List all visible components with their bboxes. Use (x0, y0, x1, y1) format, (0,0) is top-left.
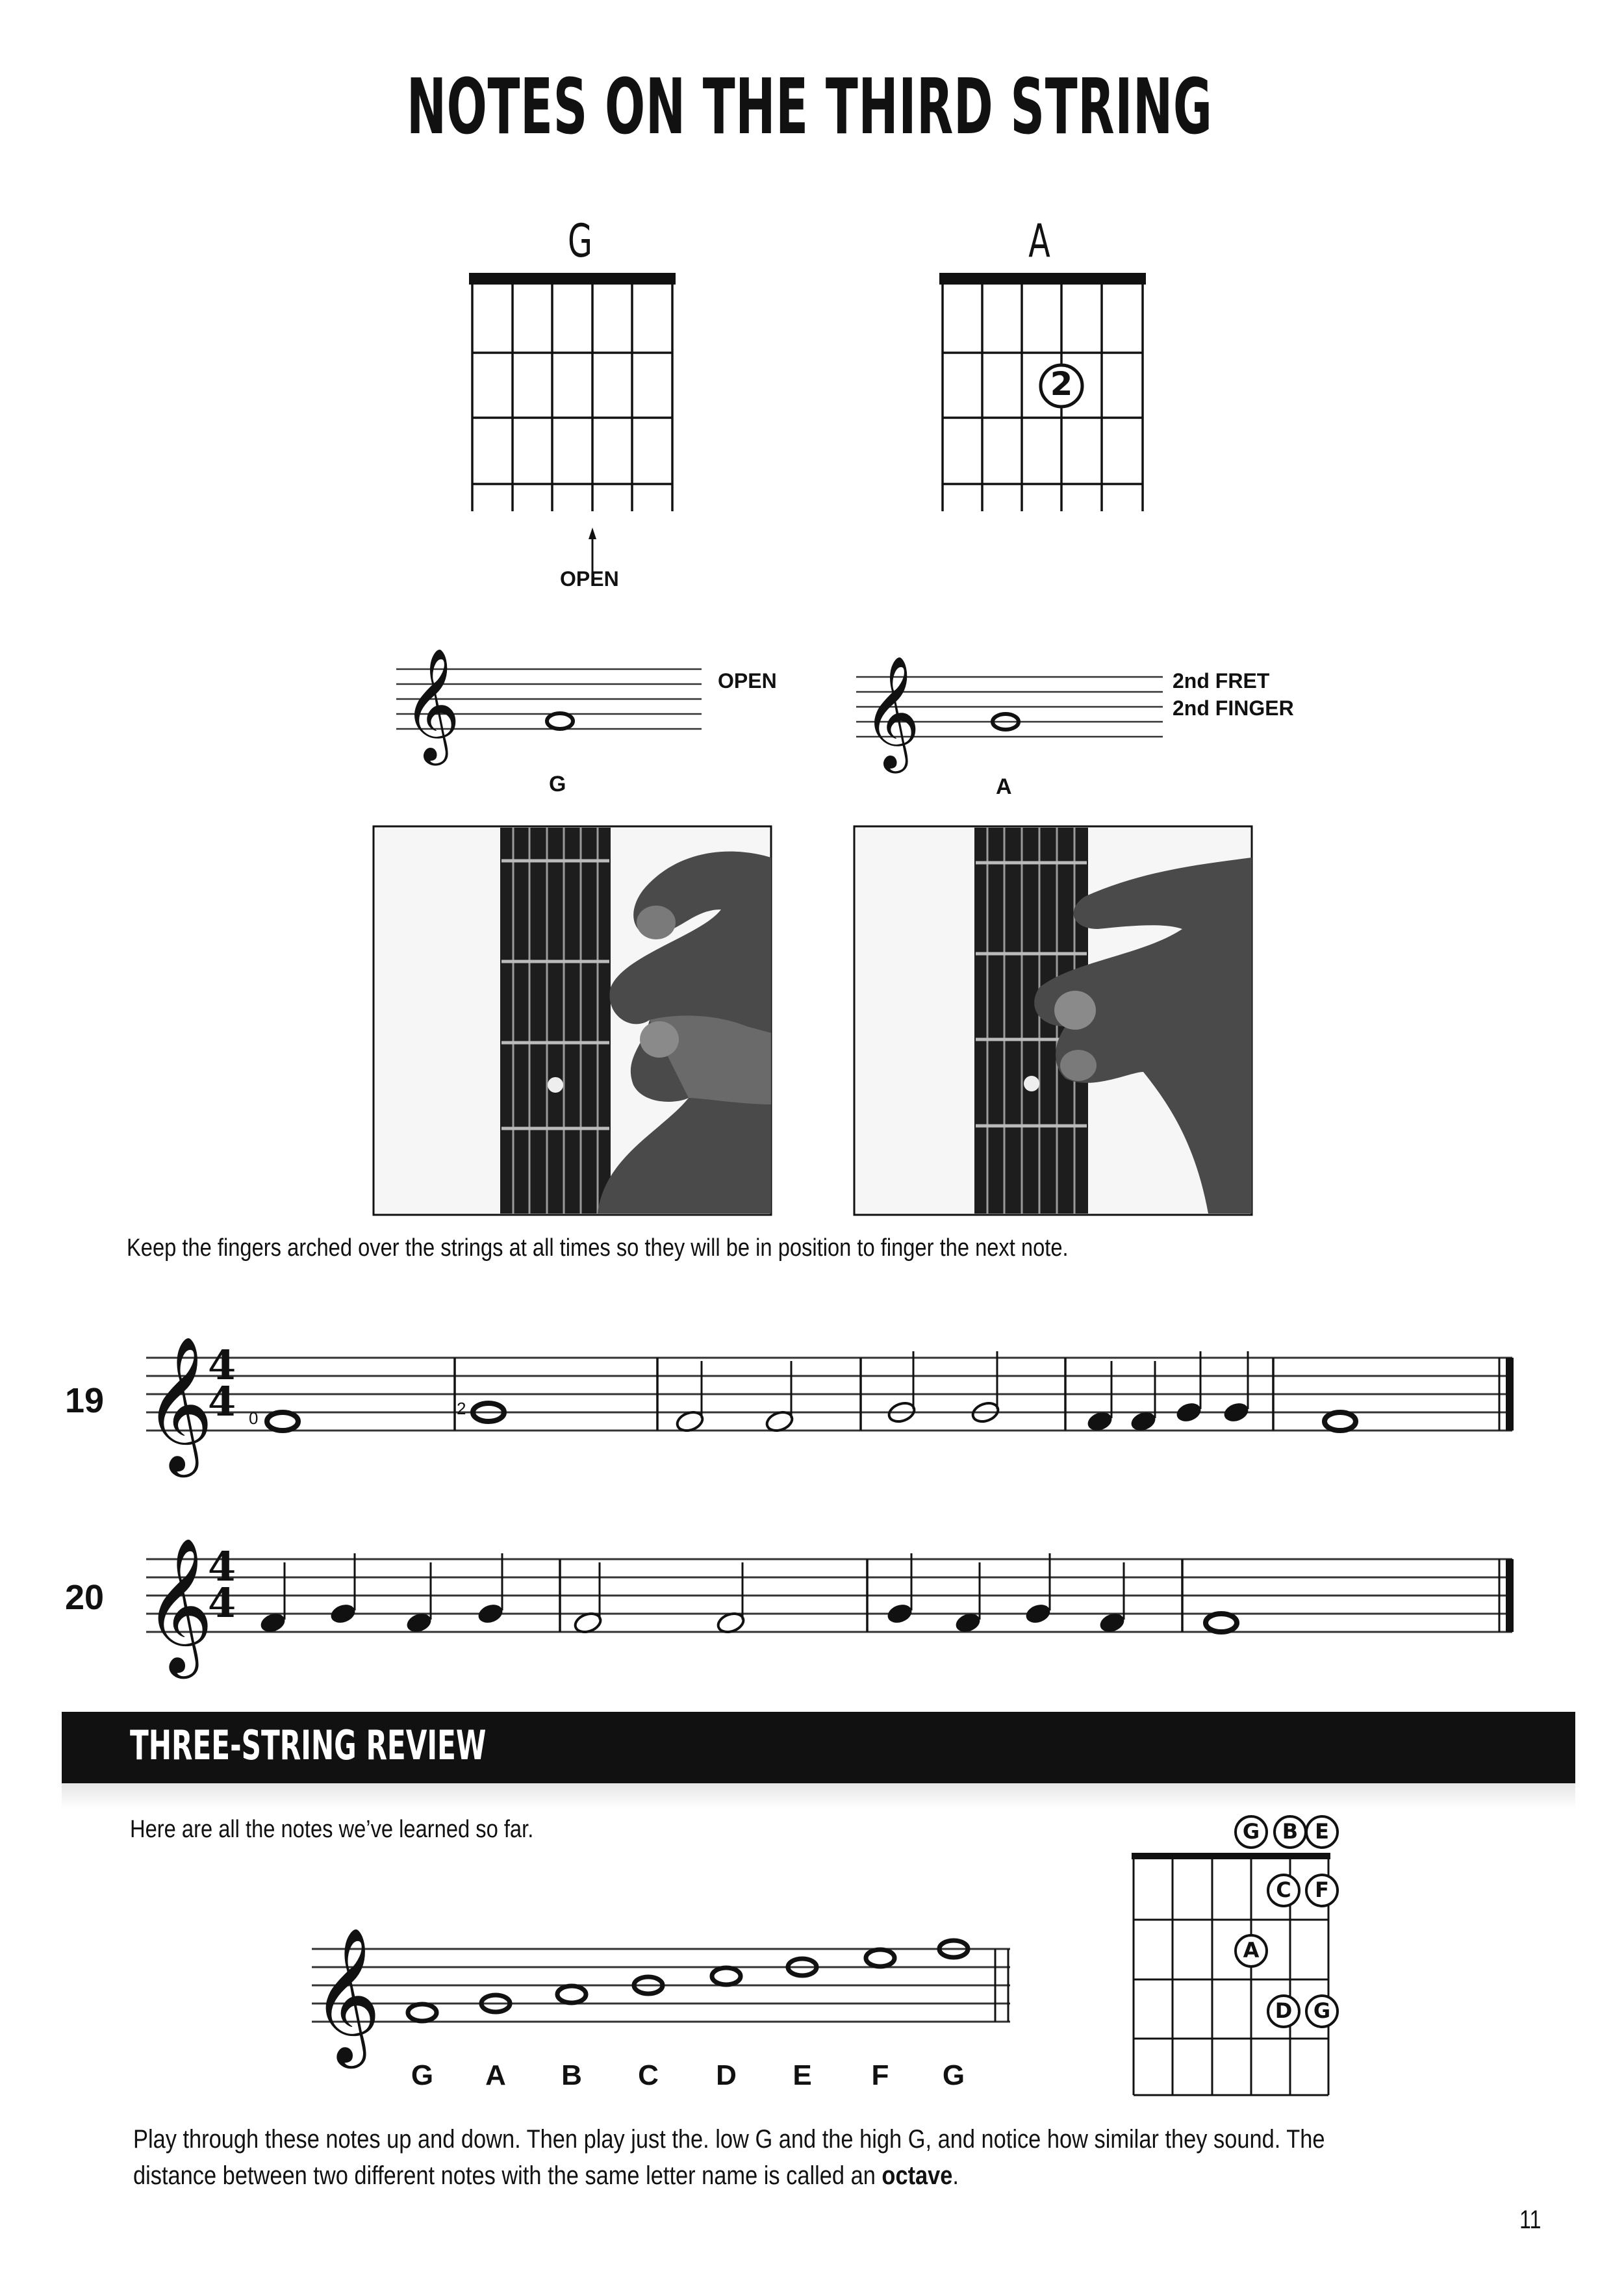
page-title: NOTES ON THE THIRD STRING (406, 62, 1213, 151)
fret-note-circle: B (1282, 1819, 1299, 1844)
svg-text:𝄞: 𝄞 (403, 648, 461, 761)
fret-note-circle: D (1275, 1998, 1293, 2023)
review-note-label: G (942, 2059, 965, 2091)
review-note-label: B (561, 2059, 582, 2091)
note-a-annotation-fret: 2nd FRET (1173, 669, 1270, 693)
note-g-annotation: OPEN (718, 669, 777, 693)
octave-term: octave (882, 2161, 953, 2190)
open-string-label: OPEN (560, 567, 619, 591)
review-intro: Here are all the notes we’ve learned so far. (130, 1816, 534, 1843)
review-note-label: E (793, 2059, 812, 2091)
fret-note-circle: E (1315, 1819, 1329, 1844)
svg-text:𝄞: 𝄞 (312, 1927, 381, 2063)
ex19-time-top: 4 (208, 1342, 236, 1389)
exercise-number-20: 20 (65, 1578, 105, 1617)
fret-note-circle: G (1242, 1819, 1260, 1844)
note-a-annotation-finger: 2nd FINGER (1173, 696, 1294, 720)
exercise-number-19: 19 (65, 1381, 105, 1420)
review-note-label: A (485, 2059, 506, 2091)
ex20-time-bottom: 4 (208, 1579, 236, 1627)
review-note-label: G (411, 2059, 434, 2091)
ex19-fingering-2: 2 (457, 1399, 466, 1418)
chord-name-a: A (1028, 214, 1050, 268)
ex20-time-top: 4 (208, 1543, 236, 1590)
fret-note-circle: A (1243, 1938, 1260, 1963)
review-paragraph-end: . (952, 2161, 959, 2190)
section-heading: THREE-STRING REVIEW (130, 1722, 487, 1769)
ex19-fingering-0: 0 (249, 1408, 259, 1428)
note-a-label: A (996, 774, 1012, 799)
photo-caption: Keep the fingers arched over the strings at all times so they will be in position to finger the next note. (127, 1234, 1069, 1262)
svg-text:𝄞: 𝄞 (863, 655, 920, 769)
fret-note-circle: G (1313, 1998, 1331, 2023)
ex19-time-bottom: 4 (208, 1378, 236, 1425)
note-g-label: G (549, 772, 566, 796)
review-note-label: D (716, 2059, 737, 2091)
chord-name-g: G (568, 214, 592, 268)
fret-note-circle: F (1315, 1877, 1329, 1902)
fret-note-circle: C (1276, 1877, 1291, 1902)
svg-text:𝄞: 𝄞 (144, 1336, 214, 1471)
review-paragraph (133, 2121, 1328, 2194)
review-note-label: C (638, 2059, 659, 2091)
page-number: 11 (1519, 2206, 1542, 2234)
review-paragraph-text: Play through these notes up and down. Then play just the. low G and the high G, and notice how similar they sound. The distance between two different notes with the same letter name is called an (133, 2125, 1325, 2190)
finger-number: 2 (1050, 365, 1073, 403)
review-note-label: F (871, 2059, 889, 2091)
svg-text:𝄞: 𝄞 (144, 1537, 214, 1673)
